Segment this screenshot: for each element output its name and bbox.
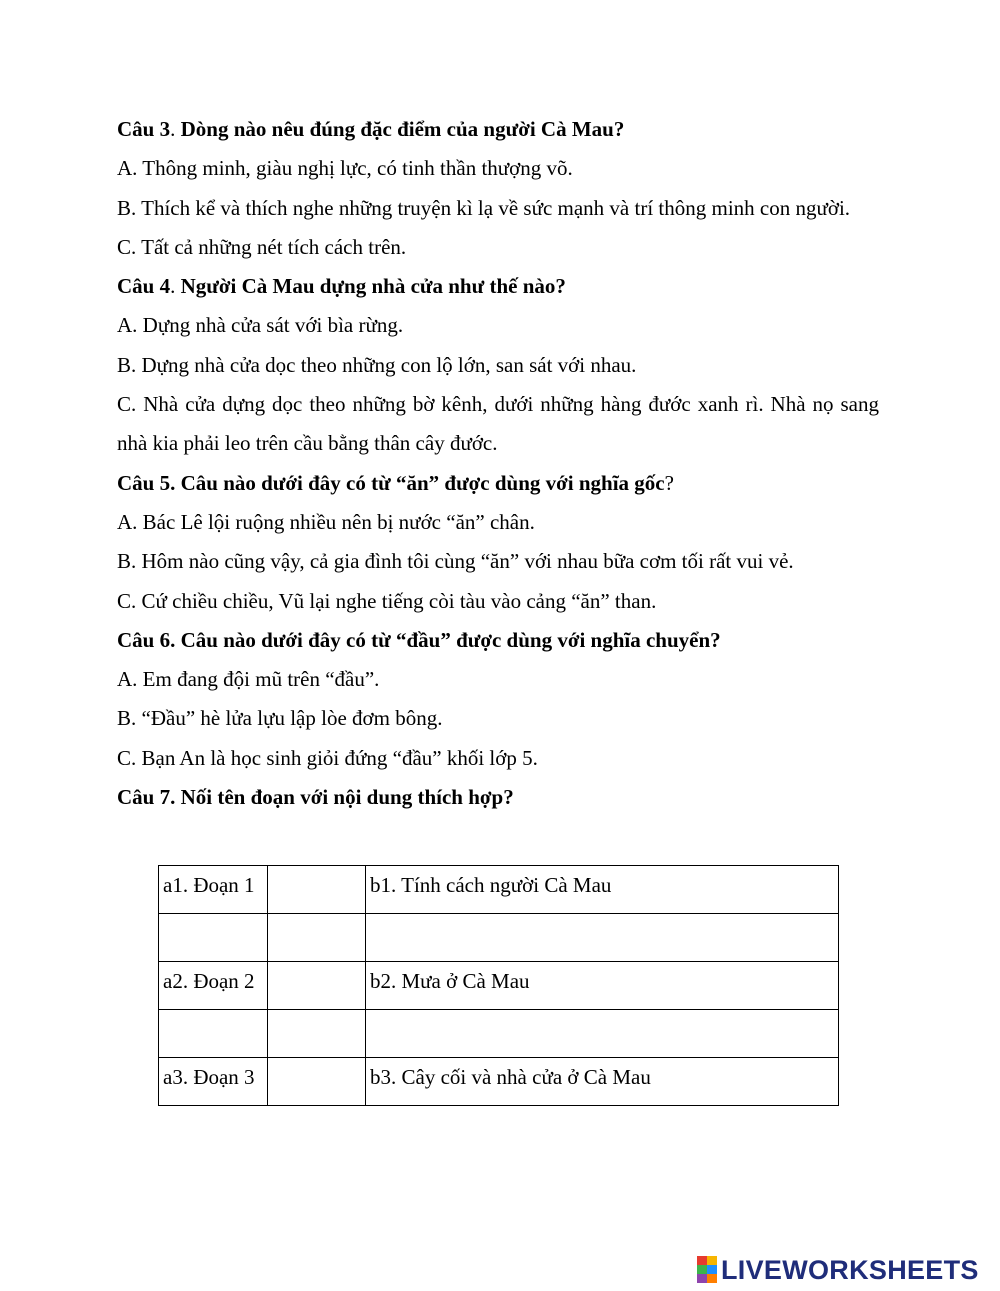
row-4-left-cell [159,1010,268,1058]
question-4-option-c: C. Nhà cửa dựng dọc theo những bờ kênh, dưới những hàng đước xanh rì. Nhà nọ sang nhà kia phải leo trên cầu bằng thân cây đước. [117,392,879,456]
row-4-answer-cell[interactable] [268,1010,366,1058]
row-5-answer-cell[interactable] [268,1058,366,1106]
question-3-separator: . [170,117,181,141]
logo-text: LIVEWORKSHEETS [721,1254,979,1285]
question-4-option-b: B. Dựng nhà cửa dọc theo những con lộ lớn, san sát với nhau. [117,352,637,377]
logo-block [697,1274,707,1283]
question-6-option-a: A. Em đang đội mũ trên “đầu”. [117,667,380,692]
logo-block [697,1265,707,1274]
question-3-option-c: C. Tất cả những nét tích cách trên. [117,234,407,259]
table-row [159,914,839,962]
liveworksheets-logo-icon [697,1256,717,1284]
matching-table [158,865,839,1106]
table-row [159,1058,839,1106]
row-1-right-cell: b1. Tính cách người Cà Mau [366,866,839,914]
row-4-right-cell [366,1010,839,1058]
question-6-text: Câu 6. Câu nào dưới đây có từ “đầu” được dùng với nghĩa chuyển? [117,627,721,652]
table-row [159,1010,839,1058]
question-3-text: Dòng nào nêu đúng đặc điểm của người Cà Mau? [180,117,625,141]
table-row [159,866,839,914]
row-3-right-cell: b2. Mưa ở Cà Mau [366,962,839,1010]
row-5-left-cell: a3. Đoạn 3 [159,1058,268,1106]
row-3-left-cell: a2. Đoạn 2 [159,962,268,1010]
question-3 [117,110,879,149]
question-4-separator: . [170,274,181,299]
logo-block [707,1265,717,1274]
question-4-label: Câu 4 [117,274,171,299]
question-4-option-a: A. Dựng nhà cửa sát với bìa rừng. [117,313,404,338]
row-1-answer-cell[interactable] [268,866,366,914]
table-row [159,962,839,1010]
question-3-option-b: B. Thích kể và thích nghe những truyện kì lạ về sức mạnh và trí thông minh con người. [117,195,851,220]
row-2-right-cell [366,914,839,962]
question-5-option-a: A. Bác Lê lội ruộng nhiều nên bị nước “ăn” chân. [117,509,535,534]
row-5-right-cell: b3. Cây cối và nhà cửa ở Cà Mau [366,1058,839,1106]
question-3-option-a: A. Thông minh, giàu nghị lực, có tinh thần thượng võ. [117,156,573,181]
liveworksheets-logo [697,1253,979,1287]
question-5-text: Câu 5. Câu nào dưới đây có từ “ăn” được dùng với nghĩa gốc [117,470,665,495]
question-5-option-c: C. Cứ chiều chiều, Vũ lại nghe tiếng còi tàu vào cảng “ăn” than. [117,588,657,613]
question-7-text: Câu 7. Nối tên đoạn với nội dung thích hợp? [117,785,514,810]
row-3-answer-cell[interactable] [268,962,366,1010]
question-3-label: Câu 3 [117,117,171,141]
logo-block [707,1274,717,1283]
worksheet-content [117,110,879,817]
question-5-option-b: B. Hôm nào cũng vậy, cả gia đình tôi cùng “ăn” với nhau bữa cơm tối rất vui vẻ. [117,549,794,574]
logo-block [697,1256,707,1265]
row-2-left-cell [159,914,268,962]
question-5-mark: ? [664,470,674,495]
question-5 [117,464,879,503]
question-4 [117,267,879,306]
question-6-option-b: B. “Đầu” hè lửa lựu lập lòe đơm bông. [117,706,443,731]
row-1-left-cell: a1. Đoạn 1 [159,866,268,914]
question-4-text: Người Cà Mau dựng nhà cửa như thế nào? [180,274,566,299]
logo-block [707,1256,717,1265]
question-6-option-c: C. Bạn An là học sinh giỏi đứng “đầu” khối lớp 5. [117,745,538,770]
row-2-answer-cell[interactable] [268,914,366,962]
